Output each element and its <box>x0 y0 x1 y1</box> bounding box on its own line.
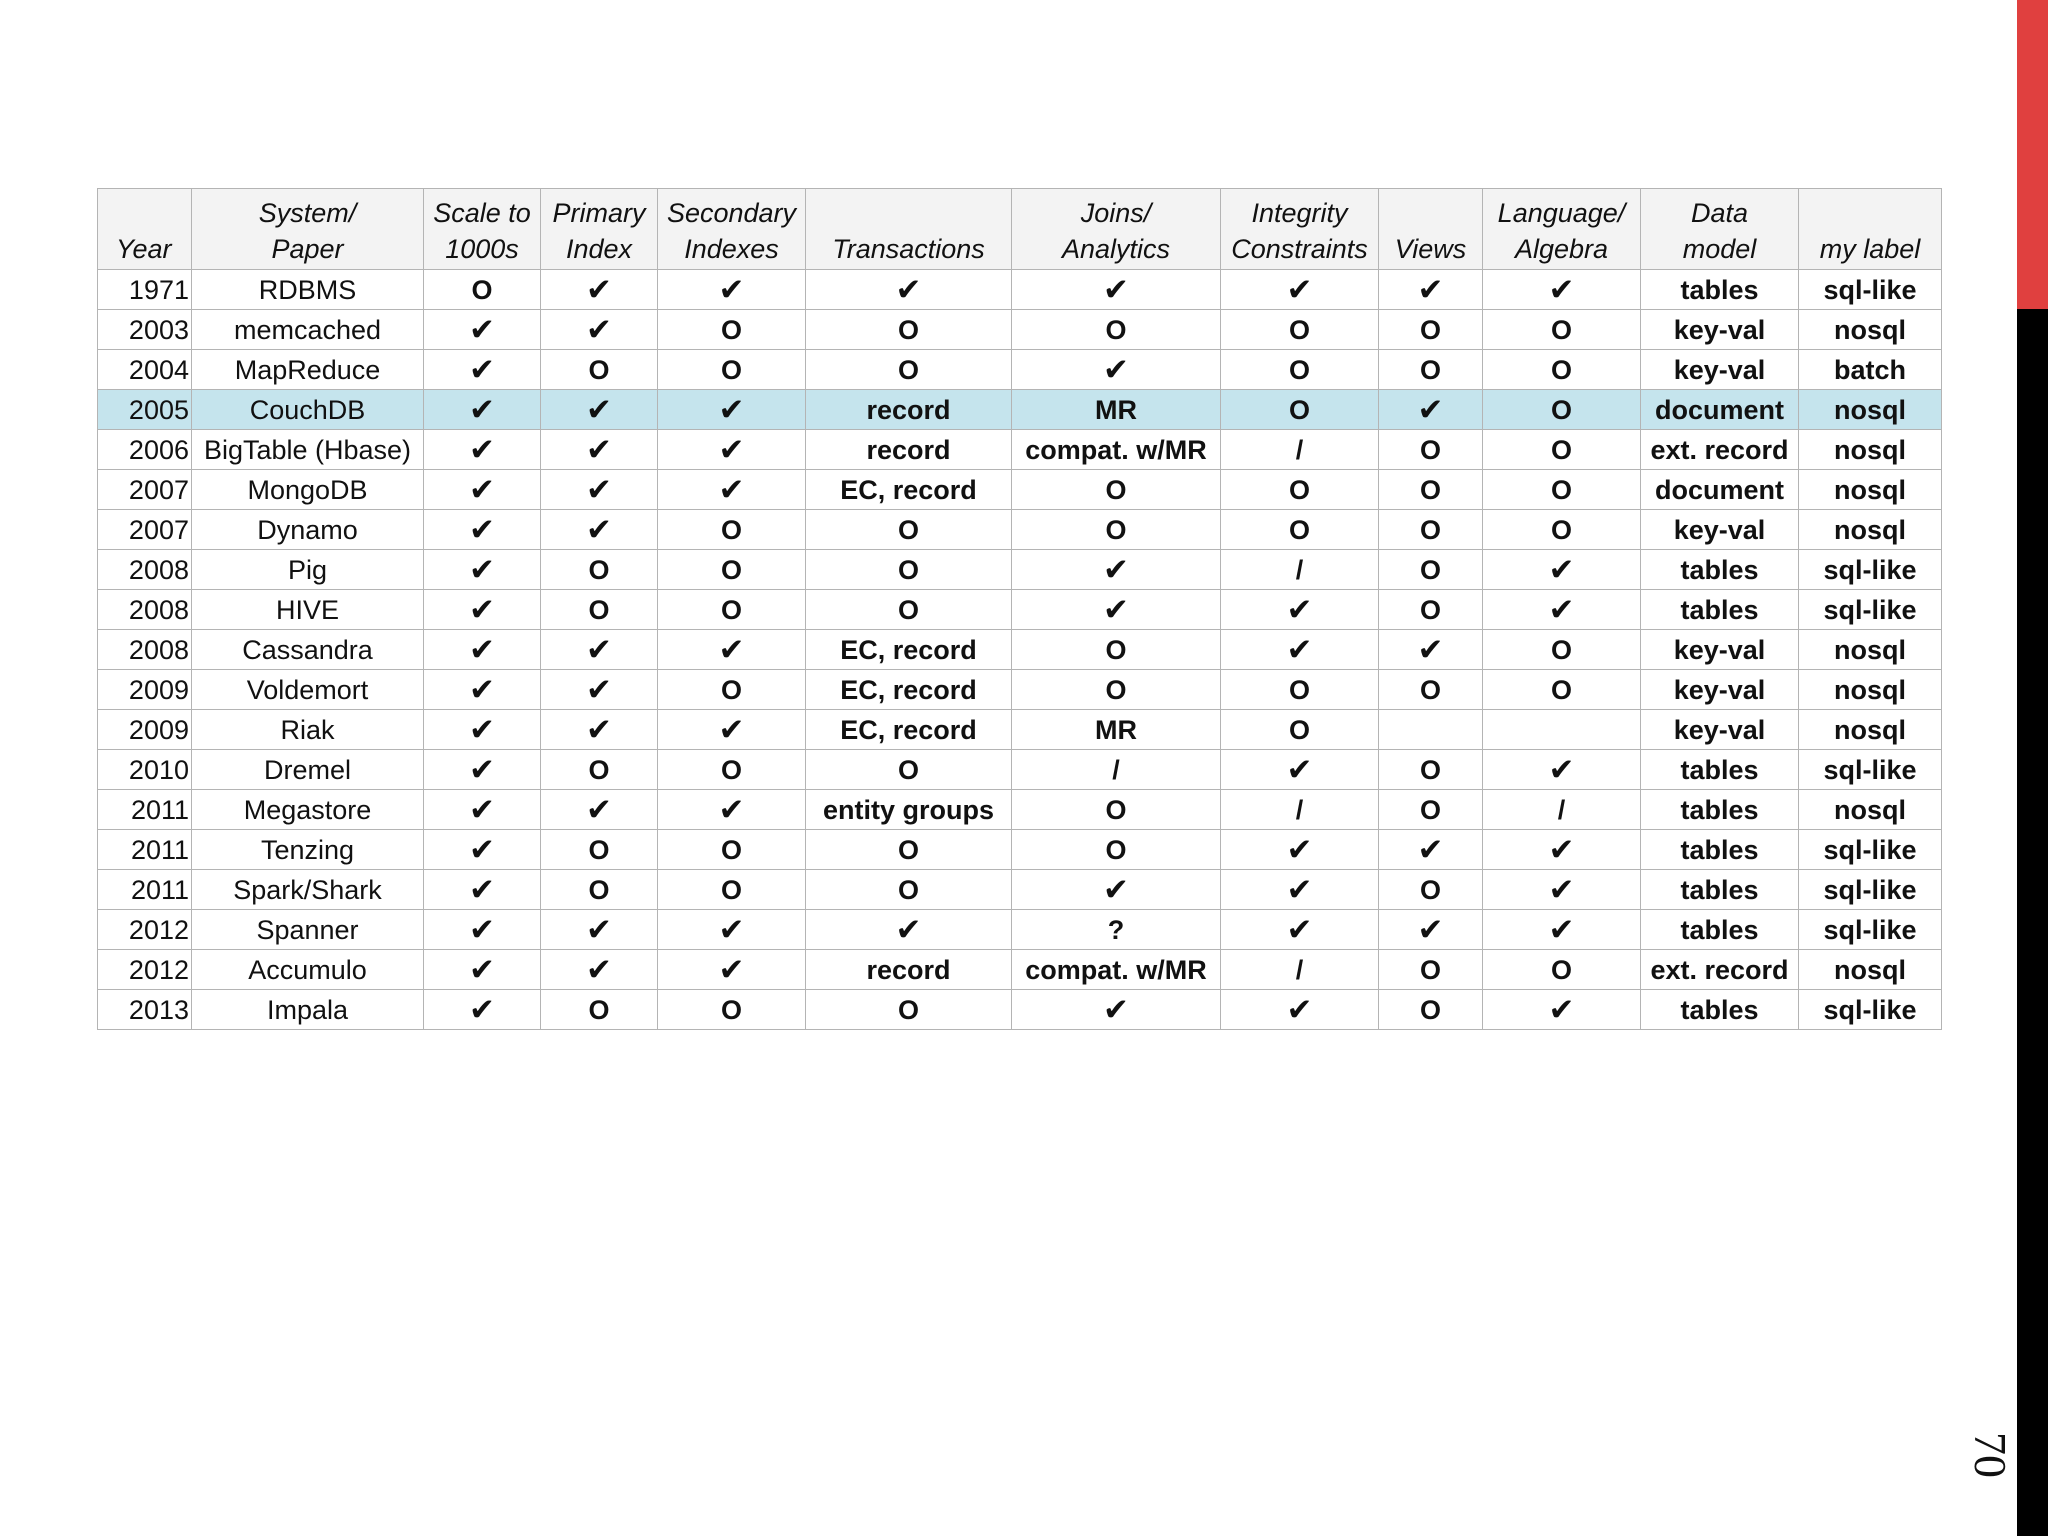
cell-joins-analytics: O <box>1012 630 1221 670</box>
cell-scale-to-1000s: ✔ <box>424 910 541 950</box>
cell-language-algebra: ✔ <box>1483 870 1641 910</box>
column-header-line2: 1000s <box>445 234 519 264</box>
cell-language-algebra: O <box>1483 390 1641 430</box>
cell-system: CouchDB <box>192 390 424 430</box>
cell-views: O <box>1379 670 1483 710</box>
cell-joins-analytics: O <box>1012 830 1221 870</box>
cell-my-label: sql-like <box>1799 590 1942 630</box>
cell-transactions: entity groups <box>806 790 1012 830</box>
cell-system: Dremel <box>192 750 424 790</box>
cell-year: 2009 <box>98 710 192 750</box>
cell-integrity-constraints: / <box>1221 950 1379 990</box>
cell-system: memcached <box>192 310 424 350</box>
cell-data-model: key-val <box>1641 670 1799 710</box>
cell-scale-to-1000s: ✔ <box>424 830 541 870</box>
cell-system: MongoDB <box>192 470 424 510</box>
cell-primary-index: O <box>541 750 658 790</box>
cell-views: O <box>1379 950 1483 990</box>
cell-integrity-constraints: / <box>1221 790 1379 830</box>
cell-my-label: nosql <box>1799 630 1942 670</box>
cell-joins-analytics: ✔ <box>1012 990 1221 1030</box>
cell-secondary-indexes: O <box>658 870 806 910</box>
cell-views: O <box>1379 470 1483 510</box>
cell-integrity-constraints: O <box>1221 390 1379 430</box>
table-row <box>98 870 1942 910</box>
column-header-views <box>1379 189 1483 270</box>
cell-transactions: O <box>806 510 1012 550</box>
cell-integrity-constraints: ✔ <box>1221 910 1379 950</box>
cell-transactions: O <box>806 590 1012 630</box>
cell-secondary-indexes: O <box>658 990 806 1030</box>
cell-views: O <box>1379 590 1483 630</box>
cell-primary-index: O <box>541 990 658 1030</box>
cell-scale-to-1000s: ✔ <box>424 310 541 350</box>
cell-joins-analytics: ✔ <box>1012 590 1221 630</box>
column-header-line1: Integrity <box>1251 198 1348 228</box>
column-header-line2: Views <box>1394 234 1467 264</box>
cell-year: 2012 <box>98 910 192 950</box>
slide-page-number: 70 <box>1965 1432 2016 1478</box>
column-header-line2: Transactions <box>832 234 985 264</box>
cell-integrity-constraints: ✔ <box>1221 270 1379 310</box>
cell-language-algebra: ✔ <box>1483 550 1641 590</box>
cell-transactions: ✔ <box>806 910 1012 950</box>
cell-primary-index: ✔ <box>541 270 658 310</box>
cell-joins-analytics: ✔ <box>1012 350 1221 390</box>
cell-primary-index: ✔ <box>541 430 658 470</box>
column-header-line1 <box>806 195 1011 231</box>
cell-transactions: ✔ <box>806 270 1012 310</box>
cell-primary-index: ✔ <box>541 310 658 350</box>
column-header-joins-analytics <box>1012 189 1221 270</box>
cell-secondary-indexes: ✔ <box>658 430 806 470</box>
cell-views: O <box>1379 550 1483 590</box>
cell-secondary-indexes: ✔ <box>658 710 806 750</box>
cell-data-model: tables <box>1641 790 1799 830</box>
column-header-line2: Index <box>565 234 633 264</box>
cell-secondary-indexes: O <box>658 310 806 350</box>
cell-language-algebra: O <box>1483 430 1641 470</box>
accent-bar-red <box>2017 0 2048 309</box>
cell-views <box>1379 710 1483 750</box>
table-row <box>98 270 1942 310</box>
cell-transactions: O <box>806 870 1012 910</box>
cell-views: O <box>1379 990 1483 1030</box>
cell-secondary-indexes: ✔ <box>658 390 806 430</box>
cell-system: Spanner <box>192 910 424 950</box>
cell-views: O <box>1379 790 1483 830</box>
cell-language-algebra: ✔ <box>1483 270 1641 310</box>
cell-scale-to-1000s: ✔ <box>424 670 541 710</box>
column-header-year <box>98 189 192 270</box>
cell-system: RDBMS <box>192 270 424 310</box>
column-header-line2: Algebra <box>1514 234 1609 264</box>
cell-scale-to-1000s: ✔ <box>424 510 541 550</box>
cell-transactions: EC, record <box>806 630 1012 670</box>
cell-scale-to-1000s: ✔ <box>424 950 541 990</box>
cell-primary-index: ✔ <box>541 630 658 670</box>
column-header-line1: Secondary <box>666 198 797 228</box>
cell-views: ✔ <box>1379 390 1483 430</box>
cell-secondary-indexes: ✔ <box>658 910 806 950</box>
cell-system: Tenzing <box>192 830 424 870</box>
column-header-line1: Data <box>1690 198 1749 228</box>
cell-scale-to-1000s: ✔ <box>424 470 541 510</box>
cell-integrity-constraints: O <box>1221 510 1379 550</box>
cell-scale-to-1000s: ✔ <box>424 550 541 590</box>
cell-my-label: sql-like <box>1799 750 1942 790</box>
cell-integrity-constraints: ✔ <box>1221 830 1379 870</box>
table-row <box>98 990 1942 1030</box>
cell-secondary-indexes: O <box>658 510 806 550</box>
cell-views: ✔ <box>1379 270 1483 310</box>
cell-transactions: O <box>806 550 1012 590</box>
cell-primary-index: ✔ <box>541 950 658 990</box>
column-header-secondary-indexes <box>658 189 806 270</box>
cell-data-model: tables <box>1641 870 1799 910</box>
cell-data-model: tables <box>1641 550 1799 590</box>
cell-views: ✔ <box>1379 830 1483 870</box>
cell-data-model: key-val <box>1641 710 1799 750</box>
cell-joins-analytics: / <box>1012 750 1221 790</box>
column-header-line2: Constraints <box>1231 234 1368 264</box>
cell-data-model: tables <box>1641 750 1799 790</box>
cell-my-label: nosql <box>1799 470 1942 510</box>
cell-scale-to-1000s: ✔ <box>424 710 541 750</box>
column-header-scale-to-1000s <box>424 189 541 270</box>
cell-language-algebra: ✔ <box>1483 990 1641 1030</box>
column-header-line1 <box>1379 195 1482 231</box>
cell-primary-index: ✔ <box>541 670 658 710</box>
cell-data-model: ext. record <box>1641 430 1799 470</box>
cell-data-model: tables <box>1641 270 1799 310</box>
cell-year: 2007 <box>98 470 192 510</box>
header-row <box>98 189 1942 270</box>
table-header <box>98 189 1942 270</box>
cell-system: Dynamo <box>192 510 424 550</box>
cell-integrity-constraints: ✔ <box>1221 590 1379 630</box>
cell-my-label: sql-like <box>1799 830 1942 870</box>
cell-secondary-indexes: ✔ <box>658 470 806 510</box>
cell-joins-analytics: O <box>1012 310 1221 350</box>
cell-year: 2013 <box>98 990 192 1030</box>
column-header-line1: Joins/ <box>1080 198 1152 228</box>
cell-transactions: record <box>806 950 1012 990</box>
cell-integrity-constraints: O <box>1221 470 1379 510</box>
cell-year: 2006 <box>98 430 192 470</box>
cell-secondary-indexes: O <box>658 550 806 590</box>
cell-my-label: batch <box>1799 350 1942 390</box>
table-row <box>98 630 1942 670</box>
cell-secondary-indexes: ✔ <box>658 950 806 990</box>
cell-system: Impala <box>192 990 424 1030</box>
column-header-data-model <box>1641 189 1799 270</box>
table-row <box>98 470 1942 510</box>
cell-my-label: nosql <box>1799 670 1942 710</box>
cell-data-model: key-val <box>1641 310 1799 350</box>
cell-scale-to-1000s: ✔ <box>424 990 541 1030</box>
cell-integrity-constraints: / <box>1221 550 1379 590</box>
cell-language-algebra: O <box>1483 950 1641 990</box>
cell-transactions: record <box>806 430 1012 470</box>
cell-integrity-constraints: ✔ <box>1221 870 1379 910</box>
table-row <box>98 790 1942 830</box>
cell-transactions: EC, record <box>806 710 1012 750</box>
cell-year: 2008 <box>98 590 192 630</box>
cell-data-model: tables <box>1641 910 1799 950</box>
cell-integrity-constraints: O <box>1221 350 1379 390</box>
cell-language-algebra: ✔ <box>1483 590 1641 630</box>
cell-transactions: EC, record <box>806 470 1012 510</box>
cell-system: Megastore <box>192 790 424 830</box>
cell-secondary-indexes: O <box>658 750 806 790</box>
column-header-language-algebra <box>1483 189 1641 270</box>
cell-joins-analytics: O <box>1012 470 1221 510</box>
cell-data-model: key-val <box>1641 510 1799 550</box>
cell-transactions: O <box>806 990 1012 1030</box>
cell-transactions: O <box>806 750 1012 790</box>
cell-system: Voldemort <box>192 670 424 710</box>
cell-year: 2003 <box>98 310 192 350</box>
cell-year: 1971 <box>98 270 192 310</box>
cell-joins-analytics: ? <box>1012 910 1221 950</box>
cell-views: ✔ <box>1379 910 1483 950</box>
table-row <box>98 950 1942 990</box>
cell-my-label: nosql <box>1799 950 1942 990</box>
cell-data-model: tables <box>1641 590 1799 630</box>
column-header-line2: my label <box>1819 234 1921 264</box>
cell-views: O <box>1379 750 1483 790</box>
table-row <box>98 310 1942 350</box>
cell-views: ✔ <box>1379 630 1483 670</box>
cell-data-model: document <box>1641 470 1799 510</box>
cell-language-algebra <box>1483 710 1641 750</box>
table-row <box>98 430 1942 470</box>
cell-integrity-constraints: / <box>1221 430 1379 470</box>
cell-joins-analytics: compat. w/MR <box>1012 430 1221 470</box>
cell-scale-to-1000s: ✔ <box>424 790 541 830</box>
cell-system: HIVE <box>192 590 424 630</box>
cell-system: MapReduce <box>192 350 424 390</box>
cell-my-label: sql-like <box>1799 990 1942 1030</box>
table-row <box>98 830 1942 870</box>
cell-views: O <box>1379 310 1483 350</box>
column-header-line2: Year <box>116 234 172 264</box>
cell-year: 2009 <box>98 670 192 710</box>
cell-language-algebra: O <box>1483 310 1641 350</box>
cell-secondary-indexes: O <box>658 830 806 870</box>
cell-system: BigTable (Hbase) <box>192 430 424 470</box>
cell-scale-to-1000s: ✔ <box>424 390 541 430</box>
cell-language-algebra: O <box>1483 350 1641 390</box>
cell-language-algebra: O <box>1483 470 1641 510</box>
cell-language-algebra: ✔ <box>1483 910 1641 950</box>
cell-language-algebra: / <box>1483 790 1641 830</box>
cell-joins-analytics: MR <box>1012 710 1221 750</box>
cell-joins-analytics: MR <box>1012 390 1221 430</box>
cell-secondary-indexes: ✔ <box>658 630 806 670</box>
cell-integrity-constraints: ✔ <box>1221 630 1379 670</box>
cell-my-label: sql-like <box>1799 270 1942 310</box>
table-row <box>98 390 1942 430</box>
cell-data-model: key-val <box>1641 350 1799 390</box>
cell-year: 2011 <box>98 790 192 830</box>
cell-primary-index: O <box>541 830 658 870</box>
column-header-primary-index <box>541 189 658 270</box>
cell-language-algebra: O <box>1483 510 1641 550</box>
nosql-systems-comparison-table <box>97 188 1942 1030</box>
cell-system: Pig <box>192 550 424 590</box>
cell-data-model: document <box>1641 390 1799 430</box>
cell-views: O <box>1379 350 1483 390</box>
cell-my-label: nosql <box>1799 710 1942 750</box>
cell-year: 2008 <box>98 630 192 670</box>
column-header-line2: Indexes <box>684 234 779 264</box>
table-row <box>98 590 1942 630</box>
column-header-line1: Scale to <box>433 198 531 228</box>
cell-integrity-constraints: ✔ <box>1221 750 1379 790</box>
column-header-line1: Primary <box>552 198 646 228</box>
cell-secondary-indexes: O <box>658 350 806 390</box>
cell-primary-index: ✔ <box>541 510 658 550</box>
cell-transactions: O <box>806 310 1012 350</box>
table-row <box>98 910 1942 950</box>
cell-transactions: O <box>806 830 1012 870</box>
table-row <box>98 670 1942 710</box>
cell-my-label: nosql <box>1799 430 1942 470</box>
cell-primary-index: O <box>541 870 658 910</box>
cell-integrity-constraints: O <box>1221 310 1379 350</box>
column-header-my-label <box>1799 189 1942 270</box>
cell-my-label: nosql <box>1799 310 1942 350</box>
cell-my-label: nosql <box>1799 390 1942 430</box>
cell-system: Accumulo <box>192 950 424 990</box>
column-header-system-paper <box>192 189 424 270</box>
cell-year: 2007 <box>98 510 192 550</box>
cell-scale-to-1000s: ✔ <box>424 870 541 910</box>
column-header-line2: Paper <box>271 234 344 264</box>
cell-system: Cassandra <box>192 630 424 670</box>
cell-system: Riak <box>192 710 424 750</box>
column-header-transactions <box>806 189 1012 270</box>
cell-scale-to-1000s: O <box>424 270 541 310</box>
cell-my-label: sql-like <box>1799 550 1942 590</box>
cell-data-model: tables <box>1641 830 1799 870</box>
cell-secondary-indexes: ✔ <box>658 270 806 310</box>
cell-primary-index: ✔ <box>541 910 658 950</box>
cell-transactions: EC, record <box>806 670 1012 710</box>
cell-joins-analytics: ✔ <box>1012 870 1221 910</box>
cell-scale-to-1000s: ✔ <box>424 350 541 390</box>
cell-primary-index: O <box>541 350 658 390</box>
cell-integrity-constraints: O <box>1221 710 1379 750</box>
cell-my-label: sql-like <box>1799 870 1942 910</box>
cell-scale-to-1000s: ✔ <box>424 590 541 630</box>
cell-scale-to-1000s: ✔ <box>424 430 541 470</box>
table-row <box>98 510 1942 550</box>
column-header-integrity-constraints <box>1221 189 1379 270</box>
cell-year: 2012 <box>98 950 192 990</box>
cell-views: O <box>1379 430 1483 470</box>
table-row <box>98 750 1942 790</box>
cell-views: O <box>1379 870 1483 910</box>
table-row <box>98 710 1942 750</box>
cell-primary-index: O <box>541 590 658 630</box>
column-header-line2: Analytics <box>1061 234 1171 264</box>
column-header-line1: Language/ <box>1497 198 1626 228</box>
table-row <box>98 350 1942 390</box>
cell-year: 2005 <box>98 390 192 430</box>
cell-primary-index: ✔ <box>541 790 658 830</box>
cell-joins-analytics: O <box>1012 670 1221 710</box>
cell-year: 2010 <box>98 750 192 790</box>
cell-data-model: key-val <box>1641 630 1799 670</box>
column-header-line1: System/ <box>258 198 357 228</box>
cell-joins-analytics: O <box>1012 790 1221 830</box>
cell-year: 2011 <box>98 830 192 870</box>
cell-joins-analytics: ✔ <box>1012 550 1221 590</box>
cell-my-label: sql-like <box>1799 910 1942 950</box>
cell-my-label: nosql <box>1799 790 1942 830</box>
cell-language-algebra: ✔ <box>1483 750 1641 790</box>
cell-language-algebra: ✔ <box>1483 830 1641 870</box>
cell-primary-index: O <box>541 550 658 590</box>
cell-language-algebra: O <box>1483 630 1641 670</box>
table-row <box>98 550 1942 590</box>
column-header-line1 <box>116 195 191 231</box>
cell-secondary-indexes: O <box>658 670 806 710</box>
cell-year: 2011 <box>98 870 192 910</box>
cell-primary-index: ✔ <box>541 390 658 430</box>
cell-secondary-indexes: O <box>658 590 806 630</box>
cell-joins-analytics: compat. w/MR <box>1012 950 1221 990</box>
cell-system: Spark/Shark <box>192 870 424 910</box>
cell-my-label: nosql <box>1799 510 1942 550</box>
column-header-line2: model <box>1682 234 1757 264</box>
cell-integrity-constraints: ✔ <box>1221 990 1379 1030</box>
cell-transactions: record <box>806 390 1012 430</box>
cell-language-algebra: O <box>1483 670 1641 710</box>
cell-scale-to-1000s: ✔ <box>424 750 541 790</box>
column-header-line1 <box>1799 195 1941 231</box>
cell-primary-index: ✔ <box>541 470 658 510</box>
cell-data-model: ext. record <box>1641 950 1799 990</box>
table-body <box>98 270 1942 1030</box>
cell-joins-analytics: ✔ <box>1012 270 1221 310</box>
cell-integrity-constraints: O <box>1221 670 1379 710</box>
cell-secondary-indexes: ✔ <box>658 790 806 830</box>
cell-views: O <box>1379 510 1483 550</box>
accent-bar-black <box>2017 309 2048 1536</box>
cell-year: 2008 <box>98 550 192 590</box>
cell-year: 2004 <box>98 350 192 390</box>
cell-joins-analytics: O <box>1012 510 1221 550</box>
cell-scale-to-1000s: ✔ <box>424 630 541 670</box>
cell-transactions: O <box>806 350 1012 390</box>
cell-data-model: tables <box>1641 990 1799 1030</box>
cell-primary-index: ✔ <box>541 710 658 750</box>
